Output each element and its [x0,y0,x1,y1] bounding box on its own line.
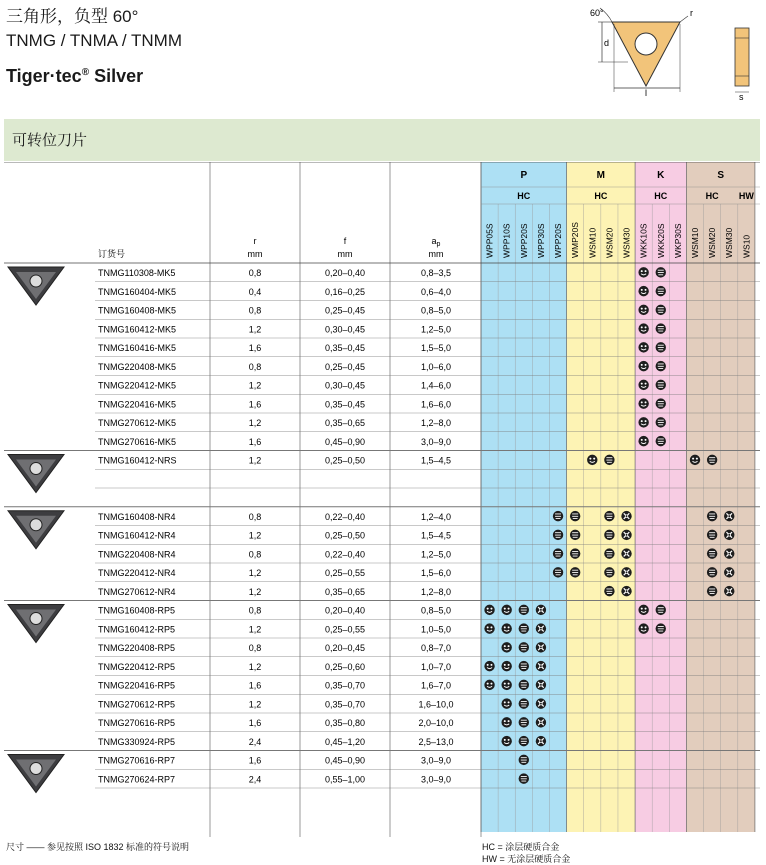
row-25-grade-3-availability-icon [536,736,546,746]
grade-WPP20S-label: WPP20S [518,223,529,258]
dimension-note: 尺寸 —— 参见按照 ISO 1832 标准的符号说明 [6,842,190,852]
row-14-r: 1,2 [248,530,262,541]
row-4-r: 1,6 [248,343,262,353]
row-27-grade-2-availability-icon [519,773,529,783]
row-20-grade-1-availability-icon [501,642,511,652]
row-7-ap: 1,6–6,0 [420,399,452,410]
row-22-grade-3-availability-icon [536,680,546,690]
row-8-grade-10-availability-icon [656,417,666,427]
insert-codes: TNMG / TNMA / TNMM [6,31,182,50]
row-2-r: 0,8 [248,305,262,316]
row-18-grade-3-availability-icon [536,605,546,615]
row-27-ap: 3,0–9,0 [420,774,452,785]
row-5-r: 0,8 [248,361,262,372]
row-13-grade-14-availability-icon [724,511,734,521]
row-26-f: 0,45–0,90 [324,755,366,766]
col-header-f-unit: mm [337,249,353,259]
row-16-r: 1,2 [248,568,262,578]
row-4-grade-10-availability-icon [656,342,666,352]
row-15-code: TNMG220408-NR4 [98,549,176,560]
row-15-f: 0,22–0,40 [324,549,366,560]
row-7-code: TNMG220416-MK5 [98,399,177,410]
row-16-grade-5-availability-icon [570,567,580,577]
grade-WPP20S-label: WPP20S [553,223,564,258]
insert-side-view [735,28,749,86]
grade-WSM30-label: WSM30 [724,227,735,258]
row-18-ap: 0,8–5,0 [420,605,452,616]
section-title: 可转位刀片 [12,132,88,149]
grade-WSM20-label: WSM20 [707,227,718,258]
grade-WKK20S-label: WKK20S [655,223,666,258]
group-P-label: P [520,170,528,181]
diagram-s-label: s [739,92,744,100]
brand-name: Tiger·tec [6,66,82,86]
row-1-grade-10-availability-icon [656,286,666,296]
row-18-grade-0-availability-icon [484,605,494,615]
row-15-grade-14-availability-icon [724,548,734,558]
group-K-label: K [657,170,665,181]
row-16-grade-13-availability-icon [707,567,717,577]
row-20-r: 0,8 [248,643,262,653]
grade-WKK10S-label: WKK10S [638,223,649,258]
row-10-code: TNMG160412-NRS [98,455,177,466]
row-15-grade-5-availability-icon [570,548,580,558]
row-20-ap: 0,8–7,0 [420,643,452,653]
row-17-grade-7-availability-icon [604,586,614,596]
row-1-f: 0,16–0,25 [324,286,366,297]
grade-WKP30S-label: WKP30S [672,223,683,258]
row-17-grade-14-availability-icon [724,586,734,596]
row-24-grade-2-availability-icon [519,717,529,727]
row-5-grade-9-availability-icon [638,361,648,371]
row-13-code: TNMG160408-NR4 [98,511,176,522]
rp7-insert-image [8,755,64,793]
row-1-code: TNMG160404-MK5 [98,286,177,297]
row-16-code: TNMG220412-NR4 [98,568,176,578]
grade-WS10-label: WS10 [741,234,752,258]
row-16-grade-7-availability-icon [604,567,614,577]
row-16-f: 0,25–0,55 [324,568,366,578]
row-1-r: 0,4 [248,286,262,297]
row-25-grade-1-availability-icon [501,736,511,746]
row-3-grade-9-availability-icon [638,323,648,333]
row-15-grade-4-availability-icon [553,548,563,558]
col-header-order-no: 订货号 [98,249,126,259]
row-10-f: 0,25–0,50 [324,455,366,466]
row-4-grade-9-availability-icon [638,342,648,352]
row-2-grade-10-availability-icon [656,305,666,315]
row-10-grade-6-availability-icon [587,455,597,465]
row-16-ap: 1,5–6,0 [420,568,452,578]
grade-WMP20S-label: WMP20S [570,222,581,258]
row-3-code: TNMG160412-MK5 [98,324,177,335]
page-title: 三角形，负型 60° [6,7,139,26]
brand-line [6,62,182,87]
row-19-grade-2-availability-icon [519,623,529,633]
row-17-f: 0,35–0,65 [324,586,366,597]
row-4-code: TNMG160416-MK5 [98,343,177,353]
col-header-f: f [343,236,347,246]
diagram-r-label: r [690,8,693,18]
row-27-code: TNMG270624-RP7 [98,774,176,785]
grade-WPP10S-label: WPP10S [501,223,512,258]
row-5-grade-10-availability-icon [656,361,666,371]
row-23-grade-2-availability-icon [519,698,529,708]
row-17-code: TNMG270612-NR4 [98,586,176,597]
row-24-f: 0,35–0,80 [324,718,366,728]
grade-WSM10-label: WSM10 [690,227,700,258]
group-S-hw-label: HW [738,191,754,201]
row-27-r: 2,4 [248,774,262,785]
row-13-grade-13-availability-icon [707,511,717,521]
row-21-grade-2-availability-icon [519,661,529,671]
row-22-f: 0,35–0,70 [324,680,366,691]
row-8-r: 1,2 [248,418,262,428]
row-17-grade-13-availability-icon [707,586,717,596]
row-18-grade-9-availability-icon [638,605,648,615]
row-21-code: TNMG220412-RP5 [98,661,176,672]
row-0-ap: 0,8–3,5 [420,268,452,278]
row-24-code: TNMG270616-RP5 [98,718,176,728]
row-15-r: 0,8 [248,549,262,560]
row-8-ap: 1,2–8,0 [420,418,452,428]
row-1-grade-9-availability-icon [638,286,648,296]
row-1-ap: 0,6–4,0 [420,286,452,297]
col-header-ap-unit: mm [428,249,444,259]
row-24-r: 1,6 [248,718,262,728]
row-23-f: 0,35–0,70 [324,699,366,710]
grade-WSM20-label: WSM20 [604,227,615,258]
row-17-r: 1,2 [248,586,262,597]
brand-suffix: Silver [89,66,144,86]
row-21-grade-1-availability-icon [501,661,511,671]
row-0-r: 0,8 [248,268,262,278]
row-21-grade-3-availability-icon [536,661,546,671]
row-14-f: 0,25–0,50 [324,530,366,541]
row-18-r: 0,8 [248,605,262,616]
row-16-grade-8-availability-icon [621,567,631,577]
row-0-grade-9-availability-icon [638,267,648,277]
row-14-grade-13-availability-icon [707,530,717,540]
row-9-grade-9-availability-icon [638,436,648,446]
brand-registered: ® [81,67,90,78]
rp5-insert-image [8,605,64,643]
diagram-d-label: d [604,38,610,48]
row-5-f: 0,25–0,45 [324,361,366,372]
row-13-f: 0,22–0,40 [324,511,366,522]
group-S-hc-label: HC [705,191,719,201]
row-5-ap: 1,0–6,0 [420,361,452,372]
row-9-ap: 3,0–9,0 [420,436,452,447]
row-27-f: 0,55–1,00 [324,774,366,785]
row-2-f: 0,25–0,45 [324,305,366,316]
row-15-grade-8-availability-icon [621,548,631,558]
row-22-grade-2-availability-icon [519,680,529,690]
col-header-ap: $a_p$ [431,236,441,248]
mk5-insert-image [8,267,64,305]
row-20-f: 0,20–0,45 [324,643,366,653]
row-22-grade-1-availability-icon [501,680,511,690]
row-18-f: 0,20–0,40 [324,605,366,616]
row-21-grade-0-availability-icon [484,661,494,671]
page-header [6,6,182,87]
row-0-code: TNMG110308-MK5 [98,268,176,278]
row-2-code: TNMG160408-MK5 [98,305,177,316]
legend-hc: HC = 涂层硬质合金 [482,842,560,852]
row-20-code: TNMG220408-RP5 [98,643,176,653]
row-8-f: 0,35–0,65 [324,418,366,428]
row-9-grade-10-availability-icon [656,436,666,446]
row-18-code: TNMG160408-RP5 [98,605,176,616]
row-18-grade-1-availability-icon [501,605,511,615]
row-18-grade-2-availability-icon [519,605,529,615]
row-15-grade-13-availability-icon [707,548,717,558]
group-P-hc-label: HC [517,191,531,201]
grade-WSM30-label: WSM30 [621,227,632,258]
row-16-grade-14-availability-icon [724,567,734,577]
row-7-f: 0,35–0,45 [324,399,366,410]
row-26-code: TNMG270616-RP7 [98,755,176,766]
insert-geometry-diagram [588,4,758,100]
row-18-grade-10-availability-icon [656,605,666,615]
row-19-f: 0,25–0,55 [324,624,366,635]
col-header-r: r [253,236,257,246]
row-23-grade-3-availability-icon [536,698,546,708]
row-10-r: 1,2 [248,455,262,466]
row-4-f: 0,35–0,45 [324,343,366,353]
row-26-r: 1,6 [248,755,262,766]
row-4-ap: 1,5–5,0 [420,343,452,353]
row-15-grade-7-availability-icon [604,548,614,558]
row-19-grade-0-availability-icon [484,623,494,633]
row-17-ap: 1,2–8,0 [420,586,452,597]
row-2-ap: 0,8–5,0 [420,305,452,316]
row-8-code: TNMG270612-MK5 [98,418,177,428]
row-19-grade-10-availability-icon [656,623,666,633]
group-K-bg [635,162,686,832]
row-14-grade-14-availability-icon [724,530,734,540]
row-26-ap: 3,0–9,0 [420,755,452,766]
row-22-grade-0-availability-icon [484,680,494,690]
row-24-ap: 2,0–10,0 [418,718,454,728]
row-13-grade-7-availability-icon [604,511,614,521]
row-3-f: 0,30–0,45 [324,324,366,335]
row-14-grade-4-availability-icon [553,530,563,540]
row-9-f: 0,45–0,90 [324,436,366,447]
row-19-grade-1-availability-icon [501,623,511,633]
row-19-ap: 1,0–5,0 [420,624,452,635]
row-10-grade-7-availability-icon [604,455,614,465]
row-10-ap: 1,5–4,5 [420,455,452,466]
row-3-r: 1,2 [248,324,262,335]
group-S-label: S [717,170,725,181]
row-23-r: 1,2 [248,699,262,710]
row-24-grade-3-availability-icon [536,717,546,727]
row-22-r: 1,6 [248,680,262,691]
row-19-grade-3-availability-icon [536,623,546,633]
row-22-ap: 1,6–7,0 [420,680,452,691]
row-3-ap: 1,2–5,0 [420,324,452,335]
row-23-code: TNMG270612-RP5 [98,699,176,710]
row-13-grade-5-availability-icon [570,511,580,521]
row-25-r: 2,4 [248,736,262,747]
legend-hw: HW = 无涂层硬质合金 [482,854,571,864]
grade-WSM10-label: WSM10 [587,227,598,258]
nr4-insert-image [8,511,64,549]
row-8-grade-9-availability-icon [638,417,648,427]
row-13-ap: 1,2–4,0 [420,511,452,522]
row-0-f: 0,20–0,40 [324,268,366,278]
row-20-grade-2-availability-icon [519,642,529,652]
row-19-grade-9-availability-icon [638,623,648,633]
row-6-r: 1,2 [248,380,262,391]
row-20-grade-3-availability-icon [536,642,546,652]
insert-table [0,162,766,862]
row-16-grade-4-availability-icon [553,567,563,577]
row-9-r: 1,6 [248,436,262,447]
row-24-grade-1-availability-icon [501,717,511,727]
row-9-code: TNMG270616-MK5 [98,436,177,447]
row-7-grade-10-availability-icon [656,398,666,408]
group-M-hc-label: HC [594,191,608,201]
row-0-grade-10-availability-icon [656,267,666,277]
row-7-grade-9-availability-icon [638,398,648,408]
row-10-grade-12-availability-icon [690,455,700,465]
row-6-ap: 1,4–6,0 [420,380,452,391]
row-25-code: TNMG330924-RP5 [98,736,176,747]
row-13-grade-8-availability-icon [621,511,631,521]
row-14-grade-7-availability-icon [604,530,614,540]
row-23-grade-1-availability-icon [501,698,511,708]
group-K-hc-label: HC [654,191,668,201]
row-6-f: 0,30–0,45 [324,380,366,391]
row-3-grade-10-availability-icon [656,323,666,333]
row-19-r: 1,2 [248,624,262,635]
row-17-grade-8-availability-icon [621,586,631,596]
row-6-grade-10-availability-icon [656,380,666,390]
row-14-code: TNMG160412-NR4 [98,530,176,541]
grade-WPP30S-label: WPP30S [535,223,546,258]
nrs-insert-image [8,455,64,493]
row-2-grade-9-availability-icon [638,305,648,315]
row-23-ap: 1,6–10,0 [418,699,454,710]
row-6-grade-9-availability-icon [638,380,648,390]
row-6-code: TNMG220412-MK5 [98,380,177,391]
group-M-label: M [596,170,606,181]
row-26-grade-2-availability-icon [519,755,529,765]
row-21-r: 1,2 [248,661,262,672]
diagram-angle-label: 60° [590,8,604,18]
group-P-bg [481,162,567,832]
row-25-grade-2-availability-icon [519,736,529,746]
row-10-grade-13-availability-icon [707,455,717,465]
row-21-ap: 1,0–7,0 [420,661,452,672]
grade-WPP05S-label: WPP05S [484,223,495,258]
row-25-ap: 2,5–13,0 [418,736,454,747]
row-15-ap: 1,2–5,0 [420,549,452,560]
row-14-ap: 1,5–4,5 [420,530,452,541]
col-header-r-unit: mm [247,249,263,259]
row-7-r: 1,6 [248,399,262,410]
row-13-grade-4-availability-icon [553,511,563,521]
insert-hole [635,33,657,55]
row-22-code: TNMG220416-RP5 [98,680,176,691]
row-25-f: 0,45–1,20 [324,736,366,747]
row-14-grade-8-availability-icon [621,530,631,540]
diagram-l-label: l [645,88,647,98]
row-5-code: TNMG220408-MK5 [98,361,177,372]
row-21-f: 0,25–0,60 [324,661,366,672]
row-19-code: TNMG160412-RP5 [98,624,176,635]
row-13-r: 0,8 [248,511,262,522]
row-14-grade-5-availability-icon [570,530,580,540]
section-header [4,119,760,161]
